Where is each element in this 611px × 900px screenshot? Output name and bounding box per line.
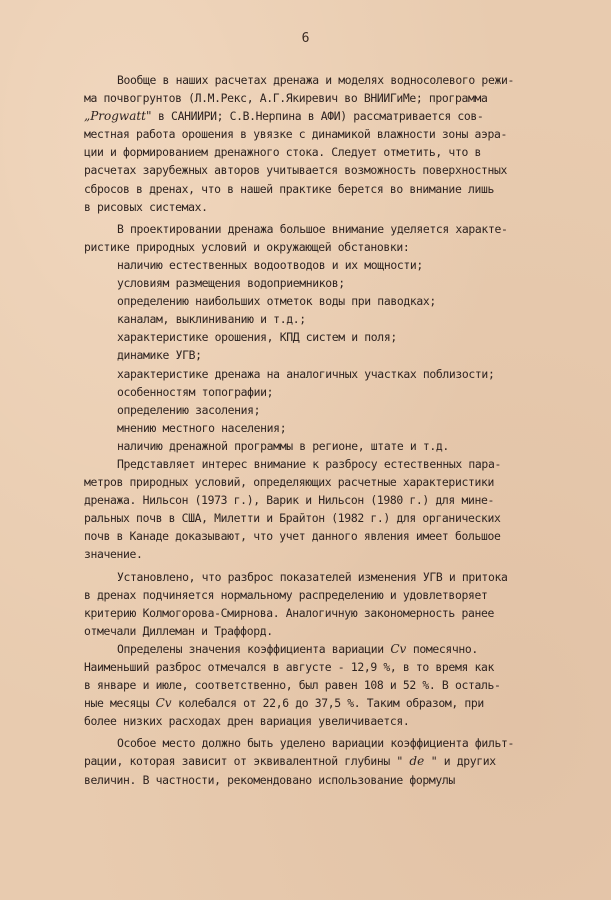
text-span: Представляет интерес внимание к разбросу естественных пара- — [117, 456, 501, 471]
text-span: критерию Колмогорова-Смирнова. Аналогичную закономерность ранее — [84, 605, 494, 620]
text-span: определению засоления; — [117, 402, 261, 417]
document-body — [84, 71, 554, 789]
text-span: определению наибольших отметок воды при паводках; — [117, 294, 436, 309]
text-line — [84, 712, 554, 730]
text-span: Наименьший разброс отмечался в августе - 12,9 %, в то время как — [84, 660, 494, 674]
text-line — [84, 545, 554, 563]
text-span: ма почвогрунтов (Л.М.Рекс, А.Г.Якиревич во ВНИИГиМе; программа — [84, 91, 488, 106]
text-line — [84, 734, 554, 752]
text-span: значение. — [84, 547, 143, 562]
text-span: рации, которая зависит от эквивалентной глубины " — [84, 754, 403, 769]
text-line — [84, 622, 554, 640]
text-span: в САНИИРИ; С.В.Нерпина в АФИ) рассматривается сов- — [158, 109, 484, 124]
cv-symbol: Cv — [390, 641, 407, 656]
text-span: наличию естественных водоотводов и их мощности; — [117, 257, 423, 272]
text-span: величин. В частности, рекомендовано использование формулы — [84, 772, 455, 787]
text-line — [84, 455, 554, 473]
text-span: расчетах зарубежных авторов учитывается возможность поверхностных — [84, 163, 508, 178]
text-line — [84, 604, 554, 622]
text-span: условиям размещения водоприемников; — [117, 276, 345, 291]
text-line — [84, 220, 554, 238]
text-line — [84, 509, 554, 527]
text-span: сбросов в дренах, что в нашей практике берется во внимание лишь — [84, 181, 494, 196]
text-line — [84, 491, 554, 509]
text-line — [84, 473, 554, 491]
text-span: наличию дренажной программы в регионе, штате и т.д. — [117, 438, 449, 453]
text-line — [84, 676, 554, 694]
text-span: почв в Канаде доказывают, что учет данного явления имеет большое — [84, 529, 501, 544]
page-number: 6 — [301, 31, 310, 46]
text-span: ные месяцы — [84, 696, 150, 711]
text-span: особенностям топографии; — [117, 384, 274, 399]
text-line — [84, 586, 554, 604]
text-span: " и других — [430, 754, 496, 769]
text-line — [84, 161, 554, 179]
list-item — [84, 292, 554, 310]
text-span: помесячно. — [412, 641, 478, 656]
text-line — [84, 640, 554, 658]
text-line — [84, 71, 554, 89]
de-symbol: dе — [409, 754, 425, 769]
text-span: колебался от 22,6 до 37,5 %. Таким образом, при — [178, 696, 484, 711]
list-item — [84, 401, 554, 419]
text-span: местная работа орошения в увязке с динамикой влажности зоны аэра- — [84, 127, 508, 142]
text-line — [84, 180, 554, 198]
list-item — [84, 274, 554, 292]
text-span: каналам, выклиниванию и т.д.; — [117, 312, 306, 327]
text-span: Определены значения коэффициента вариации — [117, 641, 384, 656]
text-span: отмечали Диллеман и Траффорд. — [84, 623, 273, 638]
text-span: Вообще в наших расчетах дренажа и моделях водносолевого режи- — [117, 73, 514, 87]
list-item — [84, 346, 554, 364]
list-item — [84, 383, 554, 401]
text-line — [84, 125, 554, 143]
list-item — [84, 328, 554, 346]
text-span: динамике УГВ; — [117, 348, 202, 363]
text-span: более низких расходах дрен вариация увеличивается. — [84, 714, 410, 729]
text-line — [84, 198, 554, 216]
text-span: В проектировании дренажа большое внимание уделяется характе- — [117, 221, 508, 236]
text-span: в дренах подчиняется нормальному распределению и удовлетворяет — [84, 587, 488, 602]
list-item — [84, 419, 554, 437]
cv-symbol: Cv — [155, 696, 172, 711]
text-line — [84, 658, 554, 676]
text-line — [84, 771, 554, 789]
text-span: в рисовых системах. — [84, 199, 208, 214]
text-line — [84, 527, 554, 545]
text-span: ции и формированием дренажного стока. Следует отметить, что в — [84, 145, 481, 160]
list-item — [84, 437, 554, 455]
text-span: ральных почв в США, Милетти и Брайтон (1982 г.) для органических — [84, 511, 501, 526]
text-span: дренажа. Нильсон (1973 г.), Варик и Нильсон (1980 г.) для мине- — [84, 493, 494, 508]
text-span: в январе и июле, соответственно, был равен 108 и 52 %. В осталь- — [84, 678, 501, 693]
text-span: Особое место должно быть уделено вариации коэффициента фильт- — [117, 736, 514, 751]
text-span: ристике природных условий и окружающей обстановки: — [84, 239, 410, 254]
text-line — [84, 752, 554, 770]
program-name: „Progwatt" — [84, 109, 152, 124]
list-item — [84, 256, 554, 274]
list-item — [84, 365, 554, 383]
text-line — [84, 89, 554, 107]
list-item — [84, 310, 554, 328]
text-line — [84, 568, 554, 586]
text-span: Установлено, что разброс показателей изменения УГВ и притока — [117, 569, 508, 584]
text-line — [84, 694, 554, 712]
text-span: характеристике дренажа на аналогичных участках поблизости; — [117, 366, 495, 381]
text-line — [84, 107, 554, 125]
text-span: мнению местного населения; — [117, 420, 287, 435]
text-line — [84, 143, 554, 161]
text-line — [84, 238, 554, 256]
text-span: метров природных условий, определяющих расчетные характеристики — [84, 475, 494, 490]
text-span: характеристике орошения, КПД систем и поля; — [117, 330, 397, 345]
